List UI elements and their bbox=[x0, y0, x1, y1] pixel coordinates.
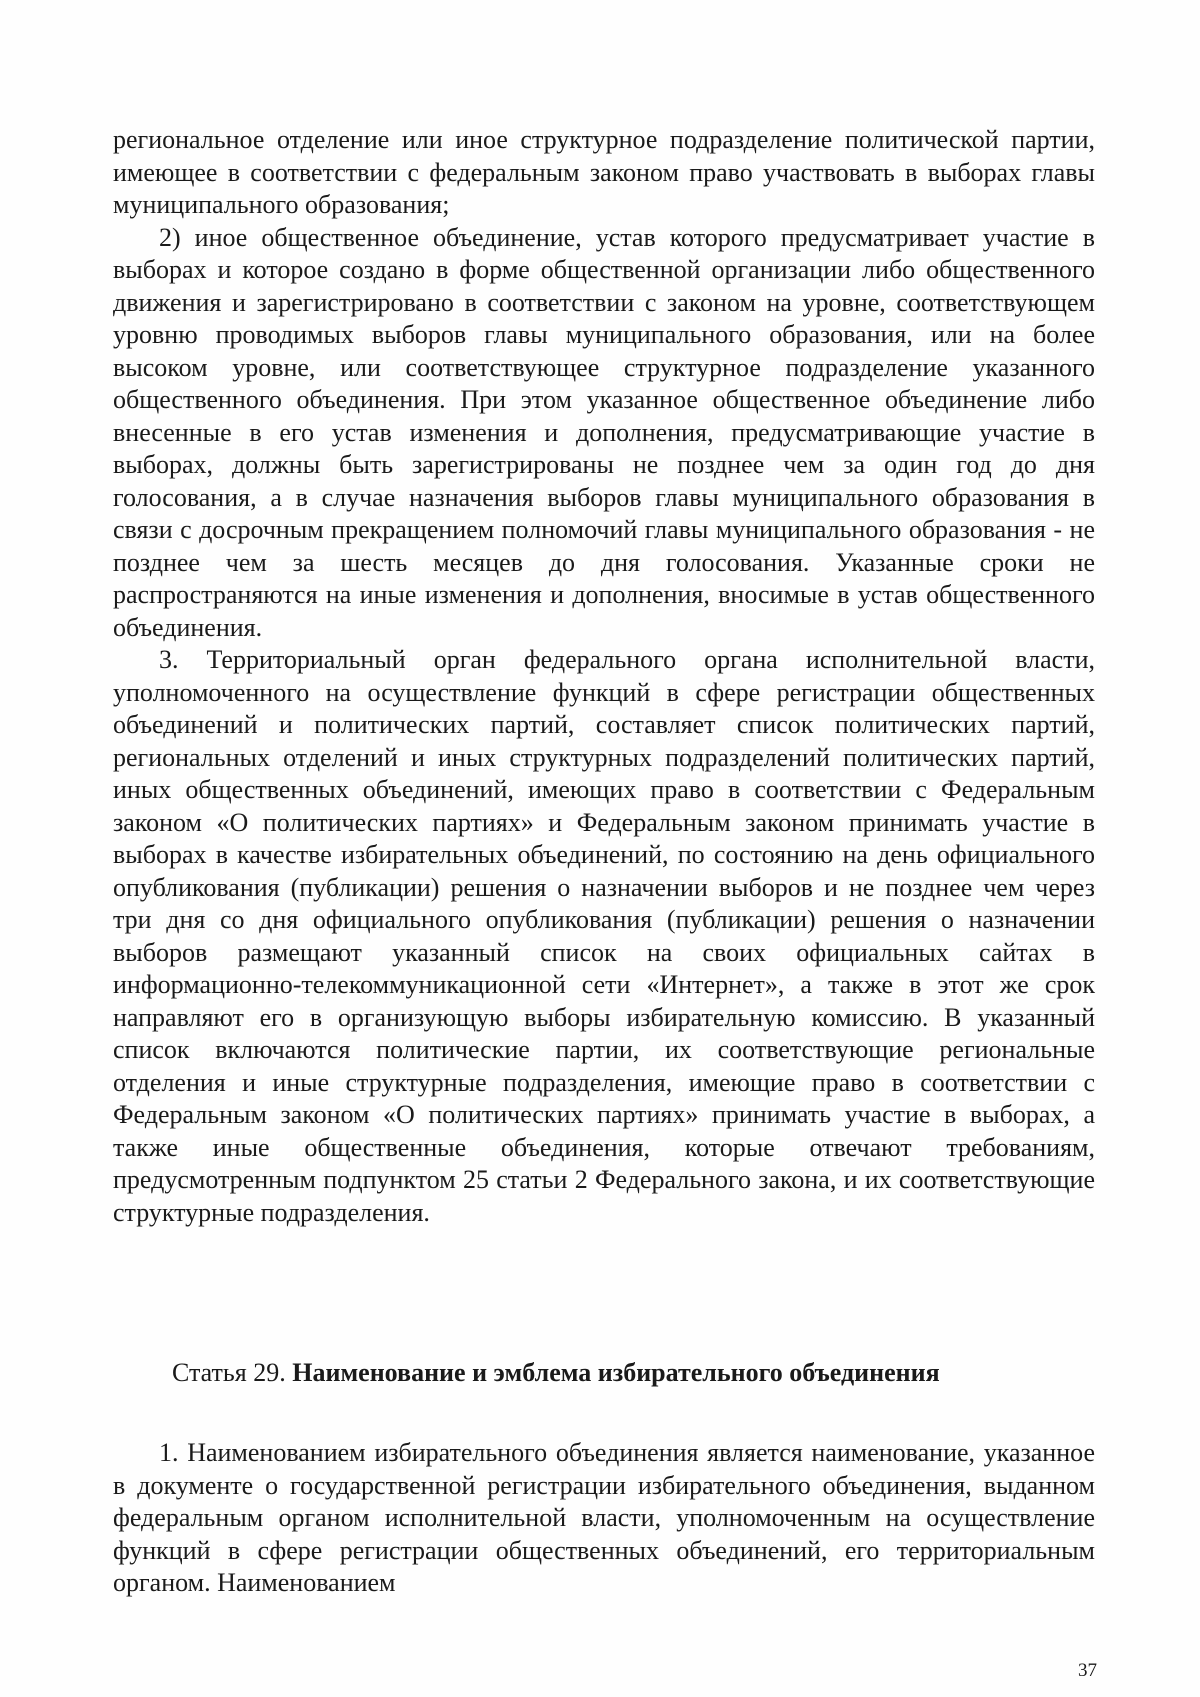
article-28-continuation bbox=[113, 124, 1095, 1229]
paragraph-item-1-name: 1. Наименованием избирательного объединения является наименование, указанное в документе о государственной регистрации избирательного объединения, выданном федеральным органом исполнительной власти, уполномоченным на осуществление функций в сфере регистрации общественных объединений, его территориальным органом. Наименованием bbox=[113, 1438, 1095, 1597]
article-number: Статья 29. bbox=[172, 1358, 286, 1387]
paragraph-regional-branch: региональное отделение или иное структурное подразделение политической партии, имеющее в соответствии с федеральным законом право участвовать в выборах главы муниципального образования; bbox=[113, 125, 1095, 219]
page-number: 37 bbox=[1078, 1660, 1097, 1681]
paragraph-item-3-territorial-body: 3. Территориальный орган федерального органа исполнительной власти, уполномоченного на осуществление функций в сфере регистрации общественных объединений и политических партий, составляет список политических партий, региональных отделений и иных структурных подразделений политических партий, иных общественных объединений, имеющих право в соответствии с Федеральным законом «О политических партиях» и Федеральным законом принимать участие в выборах в качестве избирательных объединений, по состоянию на день официального опубликования (публикации) решения о назначении выборов и не позднее чем через три дня со дня официального опубликования (публикации) решения о назначении выборов размещают указанный список на своих официальных сайтах в информационно-телекоммуникационной сети «Интернет», а также в этот же срок направляют его в организующую выборы избирательную комиссию. В указанный список включаются политические партии, их соответствующие региональные отделения и иные структурные подразделения, имеющие право в соответствии с Федеральным законом «О политических партиях» принимать участие в выборах, а также иные общественные объединения, которые отвечают требованиям, предусмотренным подпунктом 25 статьи 2 Федерального закона, и их соответствующие структурные подразделения. bbox=[113, 645, 1095, 1227]
paragraph-item-2-public-association: 2) иное общественное объединение, устав которого предусматривает участие в выборах и которое создано в форме общественной организации либо общественного движения и зарегистрировано в соответствии с законом на уровне, соответствующем уровню проводимых выборов главы муниципального образования, или на более высоком уровне, или соответствующее структурное подразделение указанного общественного объединения. При этом указанное общественное объединение либо внесенные в его устав изменения и дополнения, предусматривающие участие в выборах, должны быть зарегистрированы не позднее чем за один год до дня голосования, а в случае назначения выборов главы муниципального образования в связи с досрочным прекращением полномочий главы муниципального образования - не позднее чем за шесть месяцев до дня голосования. Указанные сроки не распространяются на иные изменения и дополнения, вносимые в устав общественного объединения. bbox=[113, 222, 1095, 642]
article-29-body bbox=[113, 1437, 1095, 1600]
article-title: Наименование и эмблема избирательного объединения bbox=[292, 1358, 940, 1387]
article-29-heading bbox=[113, 1357, 1095, 1390]
